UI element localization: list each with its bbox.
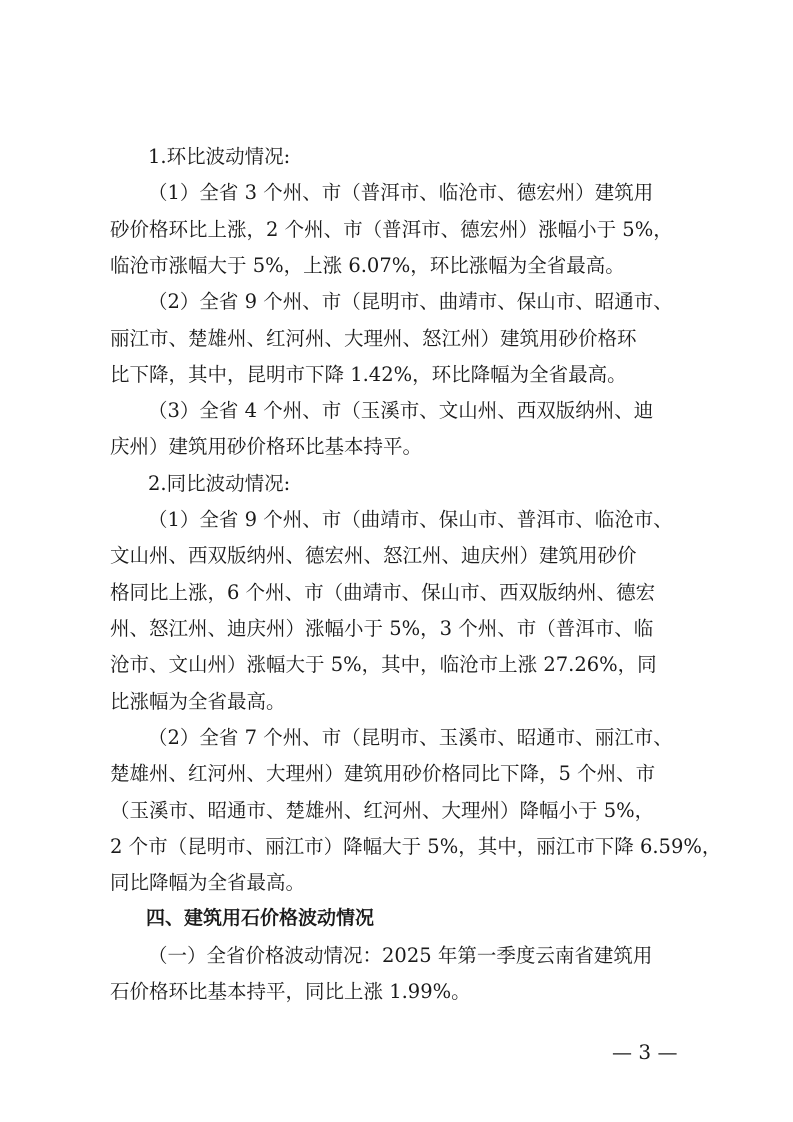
section-heading: 四、建筑用石价格波动情况 <box>146 907 375 929</box>
paragraph-line: 石价格环比基本持平，同比上涨 1.99%。 <box>110 980 471 1003</box>
sub-heading-yoy: 2.同比波动情况: <box>148 472 291 495</box>
paragraph-line: 丽江市、楚雄州、红河州、大理州、怒江州）建筑用砂价格环 <box>110 327 637 350</box>
paragraph-line: （1）全省 9 个州、市（曲靖市、保山市、普洱市、临沧市、 <box>148 508 673 531</box>
paragraph-line: 比下降，其中，昆明市下降 1.42%，环比降幅为全省最高。 <box>110 363 627 386</box>
paragraph-line: （玉溪市、昭通市、楚雄州、红河州、大理州）降幅小于 5%， <box>110 799 655 822</box>
paragraph-line: （一）全省价格波动情况：2025 年第一季度云南省建筑用 <box>148 944 653 967</box>
paragraph-line: （3）全省 4 个州、市（玉溪市、文山州、西双版纳州、迪 <box>148 399 654 422</box>
paragraph-line: 文山州、西双版纳州、德宏州、怒江州、迪庆州）建筑用砂价 <box>110 544 637 567</box>
paragraph-line: （2）全省 9 个州、市（昆明市、曲靖市、保山市、昭通市、 <box>148 290 673 313</box>
paragraph-line: 2 个市（昆明市、丽江市）降幅大于 5%，其中，丽江市下降 6.59%， <box>110 835 722 858</box>
paragraph-line: （1）全省 3 个州、市（普洱市、临沧市、德宏州）建筑用 <box>148 181 654 204</box>
paragraph-line: 砂价格环比上涨，2 个州、市（普洱市、德宏州）涨幅小于 5%， <box>110 218 673 241</box>
paragraph-line: 格同比上涨，6 个州、市（曲靖市、保山市、西双版纳州、德宏 <box>110 581 656 604</box>
page-number: — 3 — <box>612 1040 678 1064</box>
paragraph-line: 同比降幅为全省最高。 <box>110 871 306 894</box>
sub-heading-mom: 1.环比波动情况: <box>148 145 291 168</box>
paragraph-line: （2）全省 7 个州、市（昆明市、玉溪市、昭通市、丽江市、 <box>148 726 673 749</box>
paragraph-line: 庆州）建筑用砂价格环比基本持平。 <box>110 435 423 458</box>
paragraph-line: 楚雄州、红河州、大理州）建筑用砂价格同比下降，5 个州、市 <box>110 762 656 785</box>
paragraph-line: 临沧市涨幅大于 5%，上涨 6.07%，环比涨幅为全省最高。 <box>110 254 625 277</box>
paragraph-line: 州、怒江州、迪庆州）涨幅小于 5%，3 个州、市（普洱市、临 <box>110 617 654 640</box>
paragraph-line: 沧市、文山州）涨幅大于 5%，其中，临沧市上涨 27.26%，同 <box>110 653 657 676</box>
paragraph-line: 比涨幅为全省最高。 <box>110 690 286 713</box>
